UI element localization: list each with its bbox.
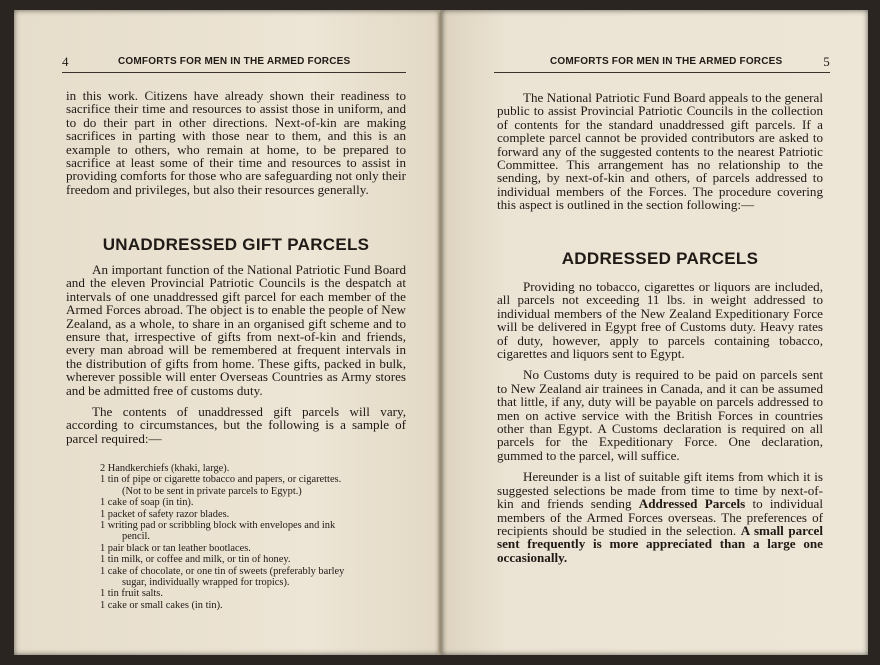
right-paragraph-2: Providing no tobacco, cigarettes or liquors are included, all parcels not exceeding 11 lbs. in weight addressed to individual members of the New Zealand Expeditionary Force will be delivered in Egypt free of Customs duty. Heavy rates of duty, however, apply to parcels containing tobacco, cigarettes and liquors sent to Egypt. xyxy=(497,279,823,362)
right-body-text xyxy=(497,280,823,564)
list-item: 1 cake of soap (in tin). xyxy=(100,497,194,509)
left-paragraph-2: The contents of unaddressed gift parcels will vary, according to circumstances, but the following is a sample of parcel required:— xyxy=(66,404,406,446)
parcel-contents-list xyxy=(100,463,406,611)
list-item: 1 tin milk, or coffee and milk, or tin of honey. xyxy=(100,554,291,566)
right-paragraph-4: Hereunder is a list of suitable gift items from which it is suggested selections be made from time to time by next-of-kin and friends sending Addressed Parcels to individual members of the Armed Forces overseas. The preferences of recipients should be studied in the selection. A small parcel sent frequently is more appreciated than a large one occasionally. xyxy=(497,469,823,565)
right-paragraph-1: The National Patriotic Fund Board appeals to the general public to assist Provincial Patriotic Councils in the collection of contents for the standard unaddressed gift parcels. If a complete parcel cannot be provided contributors are asked to forward any of the suggested contents to the nearest Patriotic Committee. This arrangement has no relationship to the sending, by next-of-kin and others, of parcels addressed to individual members of the Forces. The procedure covering this aspect is outlined in the section following:— xyxy=(497,90,823,213)
list-item: 1 pair black or tan leather bootlaces. xyxy=(100,542,251,554)
list-item: 1 packet of safety razor blades. xyxy=(100,508,230,520)
right-intro-text xyxy=(497,91,823,212)
left-body-text xyxy=(66,263,406,445)
right-paragraph-3: No Customs duty is required to be paid on parcels sent to New Zealand air trainees in Canada, and it can be assumed that little, if any, duty will be payable on parcels addressed to men on active service with the British Forces in countries other than Egypt. A Customs declaration is required on all parcels for the Expeditionary Force. One declaration, gummed to the parcel, will suffice. xyxy=(497,367,823,463)
right-header-title: COMFORTS FOR MEN IN THE ARMED FORCES xyxy=(550,56,783,67)
left-section-title: UNADDRESSED GIFT PARCELS xyxy=(102,235,370,254)
left-intro-text xyxy=(66,89,406,196)
left-header-title: COMFORTS FOR MEN IN THE ARMED FORCES xyxy=(118,56,351,67)
left-running-header xyxy=(62,56,406,73)
list-item: 1 cake or small cakes (in tin). xyxy=(100,599,223,611)
left-paragraph-1: An important function of the National Patriotic Fund Board and the eleven Provincial Patriotic Councils is the despatch at intervals of one unaddressed gift parcel for each member of the Armed Forces abroad. The object is to enable the people of New Zealand, as a whole, to share in an organised gift scheme and to ensure that, irrespective of gifts from next-of-kin and friends, every man abroad will be remembered at frequent intervals in the distribution of gifts from home. These gifts, packed in bulk, wherever possible will enter Overseas Countries as Army stores and be admitted free of customs duty. xyxy=(66,262,406,398)
list-item: 2 Handkerchiefs (khaki, large). xyxy=(100,463,230,474)
list-item: 1 tin of pipe or cigarette tobacco and papers, or cigarettes. (Not to be sent in private parcels to Egypt.) xyxy=(100,474,342,497)
addressed-parcels-emphasis: Addressed Parcels xyxy=(638,496,746,512)
left-page-number: 4 xyxy=(62,54,69,69)
right-page-number: 5 xyxy=(823,54,830,69)
left-page xyxy=(14,10,440,655)
right-section-title: ADDRESSED PARCELS xyxy=(561,249,759,268)
left-intro-paragraph: in this work. Citizens have already shown their readiness to sacrifice their time and resources to assist those in uniform, and to do their part in other directions. Next-of-kin are making sacrifices in parting with those near to them, and this is an example to others, who remain at home, to be prepared to sacrifice at least some of their time and resources to assist in providing comforts for those who are safeguarding not only their freedom and privileges, but also their resources generally. xyxy=(66,88,406,197)
list-item: 1 writing pad or scribbling block with envelopes and ink pencil. xyxy=(100,520,336,543)
right-page xyxy=(442,10,868,655)
list-item: 1 tin fruit salts. xyxy=(100,588,163,600)
closing-emphasis: A small parcel sent frequently is more appreciated than a large one occasionally. xyxy=(497,522,823,565)
right-running-header xyxy=(494,56,830,73)
list-item: 1 cake of chocolate, or one tin of sweets (preferably barley sugar, individually wrapped for tropics). xyxy=(100,565,345,589)
